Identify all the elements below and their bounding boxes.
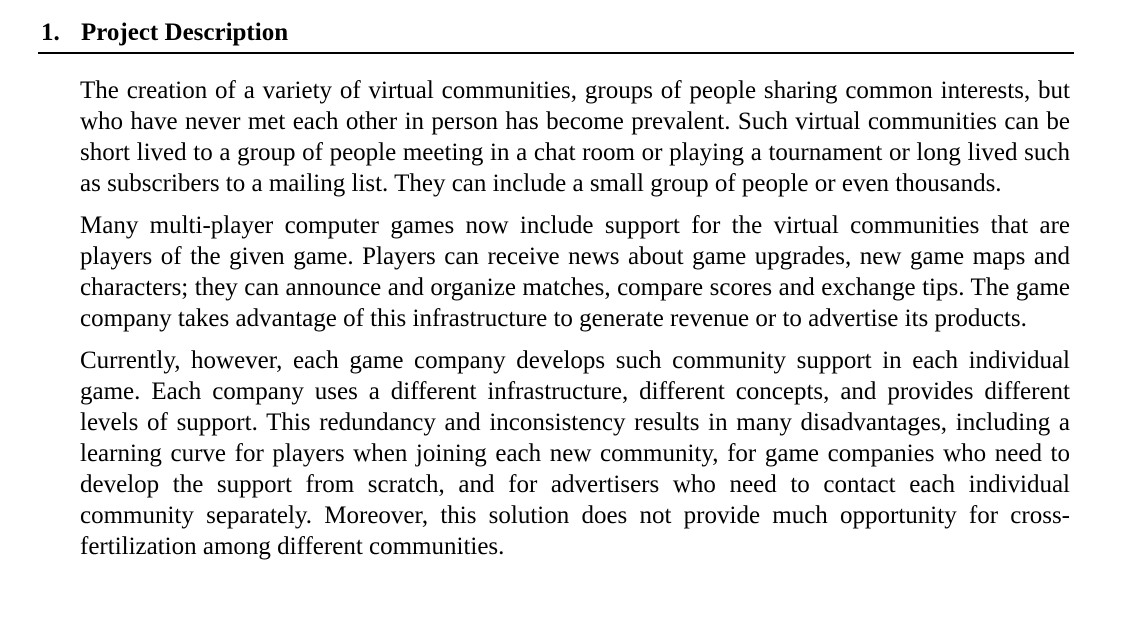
paragraph: The creation of a variety of virtual communities, groups of people sharing common interests, but who have never met each other in person has become prevalent. Such virtual communities can be short lived to a group of people meeting in a chat room or playing a tournament or long lived such as subscribers to a mailing list. They can include a small group of people or even thousands. [80, 77, 1070, 197]
section-number: 1. [41, 19, 60, 46]
section-body [80, 75, 1070, 562]
section-heading [38, 14, 1074, 54]
section-title: Project Description [81, 19, 289, 46]
document-section [38, 14, 1074, 573]
paragraph: Currently, however, each game company develops such community support in each individual game. Each company uses a different infrastructure, different concepts, and provides different levels of support. This redundancy and inconsistency results in many disadvantages, including a learning curve for players when joining each new community, for game companies who need to develop the support from scratch, and for advertisers who need to contact each individual community separately. Moreover, this solution does not provide much opportunity for cross-fertilization among different communities. [80, 347, 1070, 560]
paragraph: Many multi-player computer games now include support for the virtual communities that are players of the given game. Players can receive news about game upgrades, new game maps and characters; they can announce and organize matches, compare scores and exchange tips. The game company takes advantage of this infrastructure to generate revenue or to advertise its products. [80, 212, 1070, 332]
